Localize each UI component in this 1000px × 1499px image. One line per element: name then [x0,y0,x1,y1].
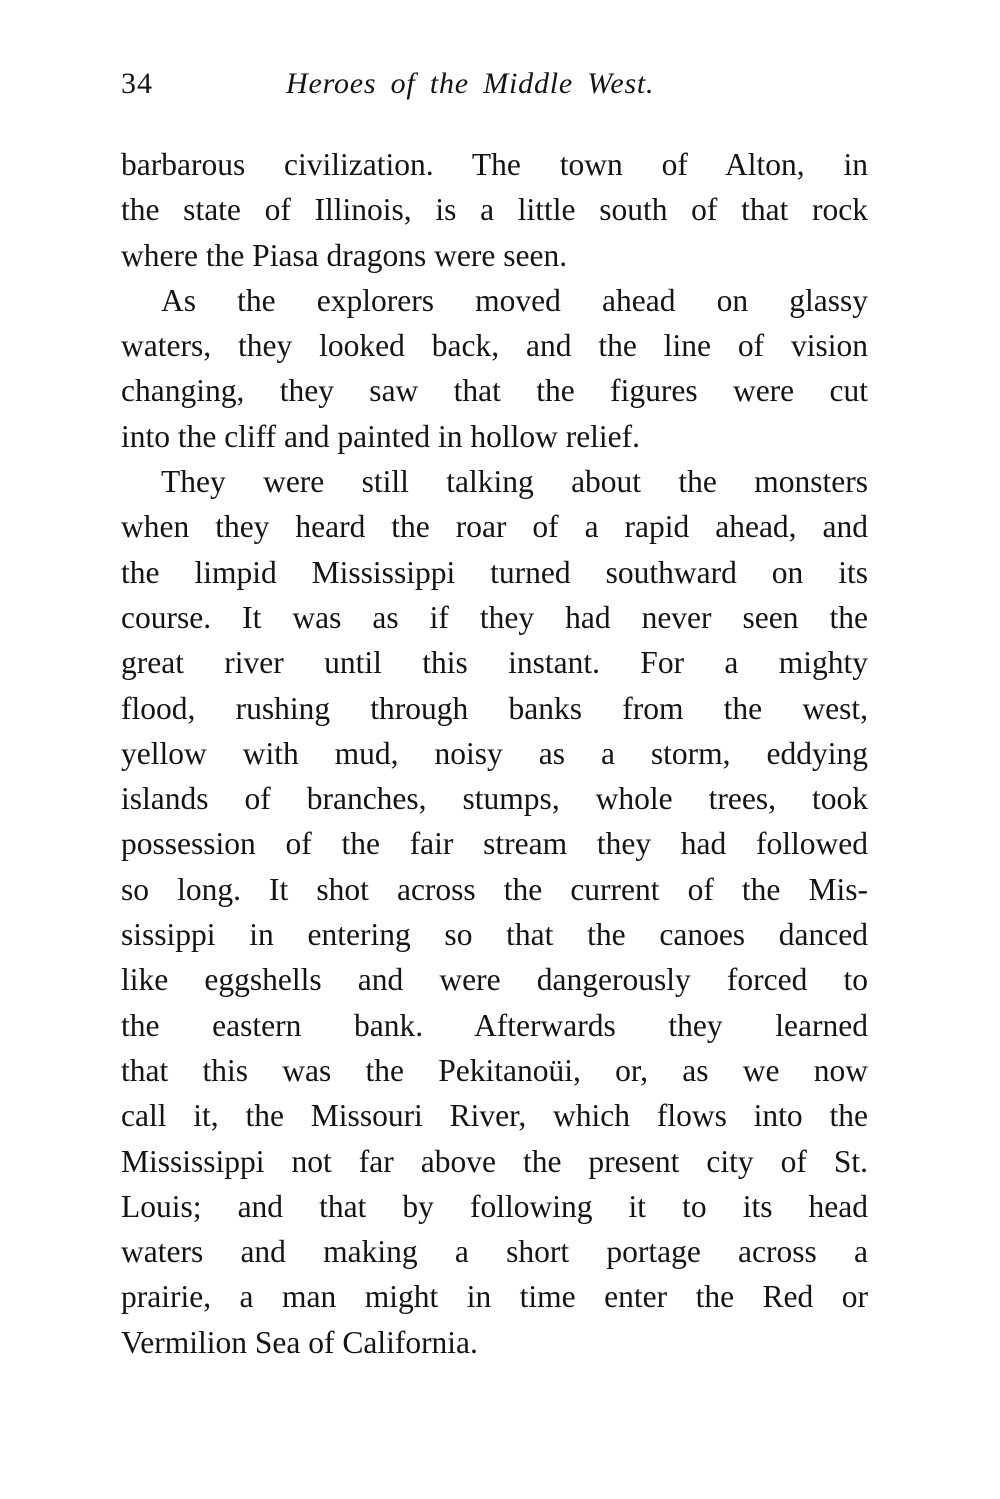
page-number: 34 [121,67,153,100]
running-title: Heroes of the Middle West. [286,67,655,100]
text-line: prairie, a man might in time enter the Red or [121,1279,868,1315]
text-line: waters, they looked back, and the line of vision [121,328,868,364]
text-line: changing, they saw that the figures were cut [121,373,868,409]
text-line: like eggshells and were dangerously forced to [121,962,868,998]
text-line: that this was the Pekitanoüi, or, as we now [121,1052,868,1088]
running-head [121,62,868,106]
text-line: when they heard the roar of a rapid ahead, and [121,509,868,545]
text-line: where the Piasa dragons were seen. [121,237,568,273]
body-text [121,142,868,1365]
text-line: the limpid Mississippi turned southward on its [121,554,868,590]
text-line: sissippi in entering so that the canoes danced [121,917,868,953]
text-line: great river until this instant. For a mighty [121,645,868,681]
text-line: the eastern bank. Afterwards they learned [121,1007,868,1043]
text-line: possession of the fair stream they had followed [121,826,868,862]
text-line: so long. It shot across the current of the Mis- [121,871,868,907]
text-line: yellow with mud, noisy as a storm, eddying [121,735,868,771]
text-line: call it, the Missouri River, which flows into the [121,1098,868,1134]
text-line: course. It was as if they had never seen the [121,599,868,635]
text-line: the state of Illinois, is a little south of that rock [121,192,868,228]
text-line: waters and making a short portage across a [121,1234,868,1270]
text-line: into the cliff and painted in hollow relief. [121,418,641,454]
text-line: Vermilion Sea of California. [121,1324,478,1360]
text-line: barbarous civilization. The town of Alton, in [121,147,868,182]
text-line: Mississippi not far above the present city of St. [121,1143,868,1179]
text-line: flood, rushing through banks from the west, [121,690,868,726]
text-line: They were still talking about the monsters [161,464,868,500]
text-line: islands of branches, stumps, whole trees, took [121,781,868,817]
text-line: As the explorers moved ahead on glassy [161,282,868,318]
text-line: Louis; and that by following it to its head [121,1188,868,1224]
